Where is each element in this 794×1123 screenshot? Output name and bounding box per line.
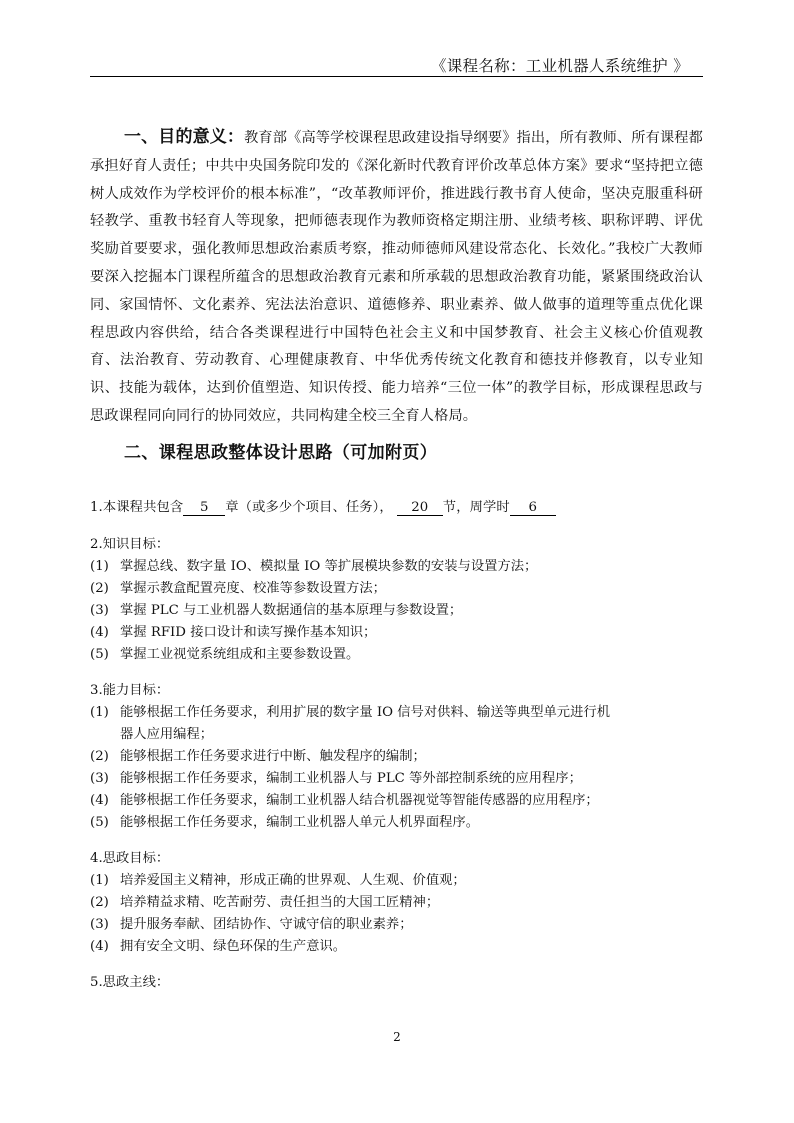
ideology-mainline-title: 5.思政主线： xyxy=(90,975,170,990)
item-number: (5) xyxy=(90,647,109,662)
item-text: 掌握 RFID 接口设计和读写操作基本知识； xyxy=(120,625,377,640)
item-text: 掌握总线、数字量 IO、模拟量 IO 等扩展模块参数的安装与设置方法； xyxy=(120,559,538,574)
list-item xyxy=(90,790,710,813)
item-text: 能够根据工作任务要求进行中断、触发程序的编制； xyxy=(120,749,426,764)
item-text: 培养爱国主义精神，形成正确的世界观、人生观、价值观； xyxy=(120,873,466,888)
list-item xyxy=(90,914,710,937)
item-text: 能够根据工作任务要求，利用扩展的数字量 IO 信号对供料、输送等典型单元进行机 xyxy=(120,705,610,720)
structure-mid1: 章（或多少个项目、任务）， xyxy=(225,500,393,515)
item-number: (3) xyxy=(90,771,109,786)
course-title: 《课程名称：工业机器人系统维护 》 xyxy=(430,57,689,75)
list-item xyxy=(90,702,710,725)
item-number: (3) xyxy=(90,603,109,618)
item-text: 提升服务奉献、团结协作、守诚守信的职业素养； xyxy=(120,917,413,932)
page-header xyxy=(90,54,703,77)
item-number: (2) xyxy=(90,581,109,596)
item-number: (2) xyxy=(90,749,109,764)
ability-goals-title: 3.能力目标： xyxy=(90,683,170,698)
item-number: (1) xyxy=(90,873,109,888)
list-item xyxy=(90,936,710,959)
weekly-hours-field: 6 xyxy=(510,500,556,516)
list-item xyxy=(90,556,710,579)
course-structure-line xyxy=(90,496,556,516)
section1-heading: 一、目的意义： xyxy=(124,127,245,147)
item-number: (4) xyxy=(90,625,109,640)
item-text: 能够根据工作任务要求，编制工业机器人单元人机界面程序。 xyxy=(120,815,480,830)
chapters-field: 5 xyxy=(183,500,225,516)
list-item xyxy=(90,622,710,645)
purpose-paragraph xyxy=(90,124,703,431)
section2-heading: 二、课程思政整体设计思路（可加附页） xyxy=(124,443,438,463)
list-item xyxy=(90,600,710,623)
item-text: 掌握示教盒配置亮度、校准等参数设置方法； xyxy=(120,581,386,596)
ideology-goals-title: 4.思政目标： xyxy=(90,851,170,866)
item-number: (4) xyxy=(90,793,109,808)
item-text: 掌握 PLC 与工业机器人数据通信的基本原理与参数设置； xyxy=(120,603,463,618)
item-number: (5) xyxy=(90,815,109,830)
item-text: 拥有安全文明、绿色环保的生产意识。 xyxy=(120,939,347,954)
item-number: (4) xyxy=(90,939,109,954)
list-item xyxy=(90,578,710,601)
list-item xyxy=(90,644,710,667)
item-text: 掌握工业视觉系统组成和主要参数设置。 xyxy=(120,647,360,662)
knowledge-goals-title: 2.知识目标： xyxy=(90,537,170,552)
section1-body: 教育部《高等学校课程思政建设指导纲要》指出，所有教师、所有课程都承担好育人责任；中共中央国务院印发的《深化新时代教育评价改革总体方案》要求“坚持把立德树人成效作为学校评价的根本标准”，“改革教师评价，推进践行教书育人使命，坚决克服重科研轻教学、重教书轻育人等现象，把师德表现作为教师资格定期注册、业绩考核、职称评聘、评优奖励首要要求，强化教师思想政治素质考察，推动师德师风建设常态化、长效化。”我校广大教师要深入挖掘本门课程所蕴含的思想政治教育元素和所承载的思想政治教育功能，紧紧围绕政治认同、家国情怀、文化素养、宪法法治意识、道德修养、职业素养、做人做事的道理等重点优化课程思政内容供给，结合各类课程进行中国特色社会主义和中国梦教育、社会主义核心价值观教育、法治教育、劳动教育、心理健康教育、中华优秀传统文化教育和德技并修教育，以专业知识、技能为载体，达到价值塑造、知识传授、能力培养“三位一体”的教学目标，形成课程思政与思政课程同向同行的协同效应，共同构建全校三全育人格局。 xyxy=(90,130,703,424)
list-item xyxy=(90,768,710,791)
list-item xyxy=(90,892,710,915)
item-number: (1) xyxy=(90,705,109,720)
item-number: (2) xyxy=(90,895,109,910)
item-text: 培养精益求精、吃苦耐劳、责任担当的大国工匠精神； xyxy=(120,895,440,910)
list-item xyxy=(90,746,710,769)
page-number: 2 xyxy=(393,1030,401,1044)
item-text: 能够根据工作任务要求，编制工业机器人结合机器视觉等智能传感器的应用程序； xyxy=(120,793,599,808)
structure-prefix: 1.本课程共包含 xyxy=(90,500,184,515)
list-item xyxy=(90,870,710,893)
item-number: (3) xyxy=(90,917,109,932)
structure-mid2: 节，周学时 xyxy=(442,500,510,515)
sections-field: 20 xyxy=(397,500,443,516)
item-number: (1) xyxy=(90,559,109,574)
item-text: 能够根据工作任务要求，编制工业机器人与 PLC 等外部控制系统的应用程序； xyxy=(120,771,582,786)
list-item xyxy=(90,812,710,835)
list-item-continuation: 器人应用编程； xyxy=(120,727,214,742)
